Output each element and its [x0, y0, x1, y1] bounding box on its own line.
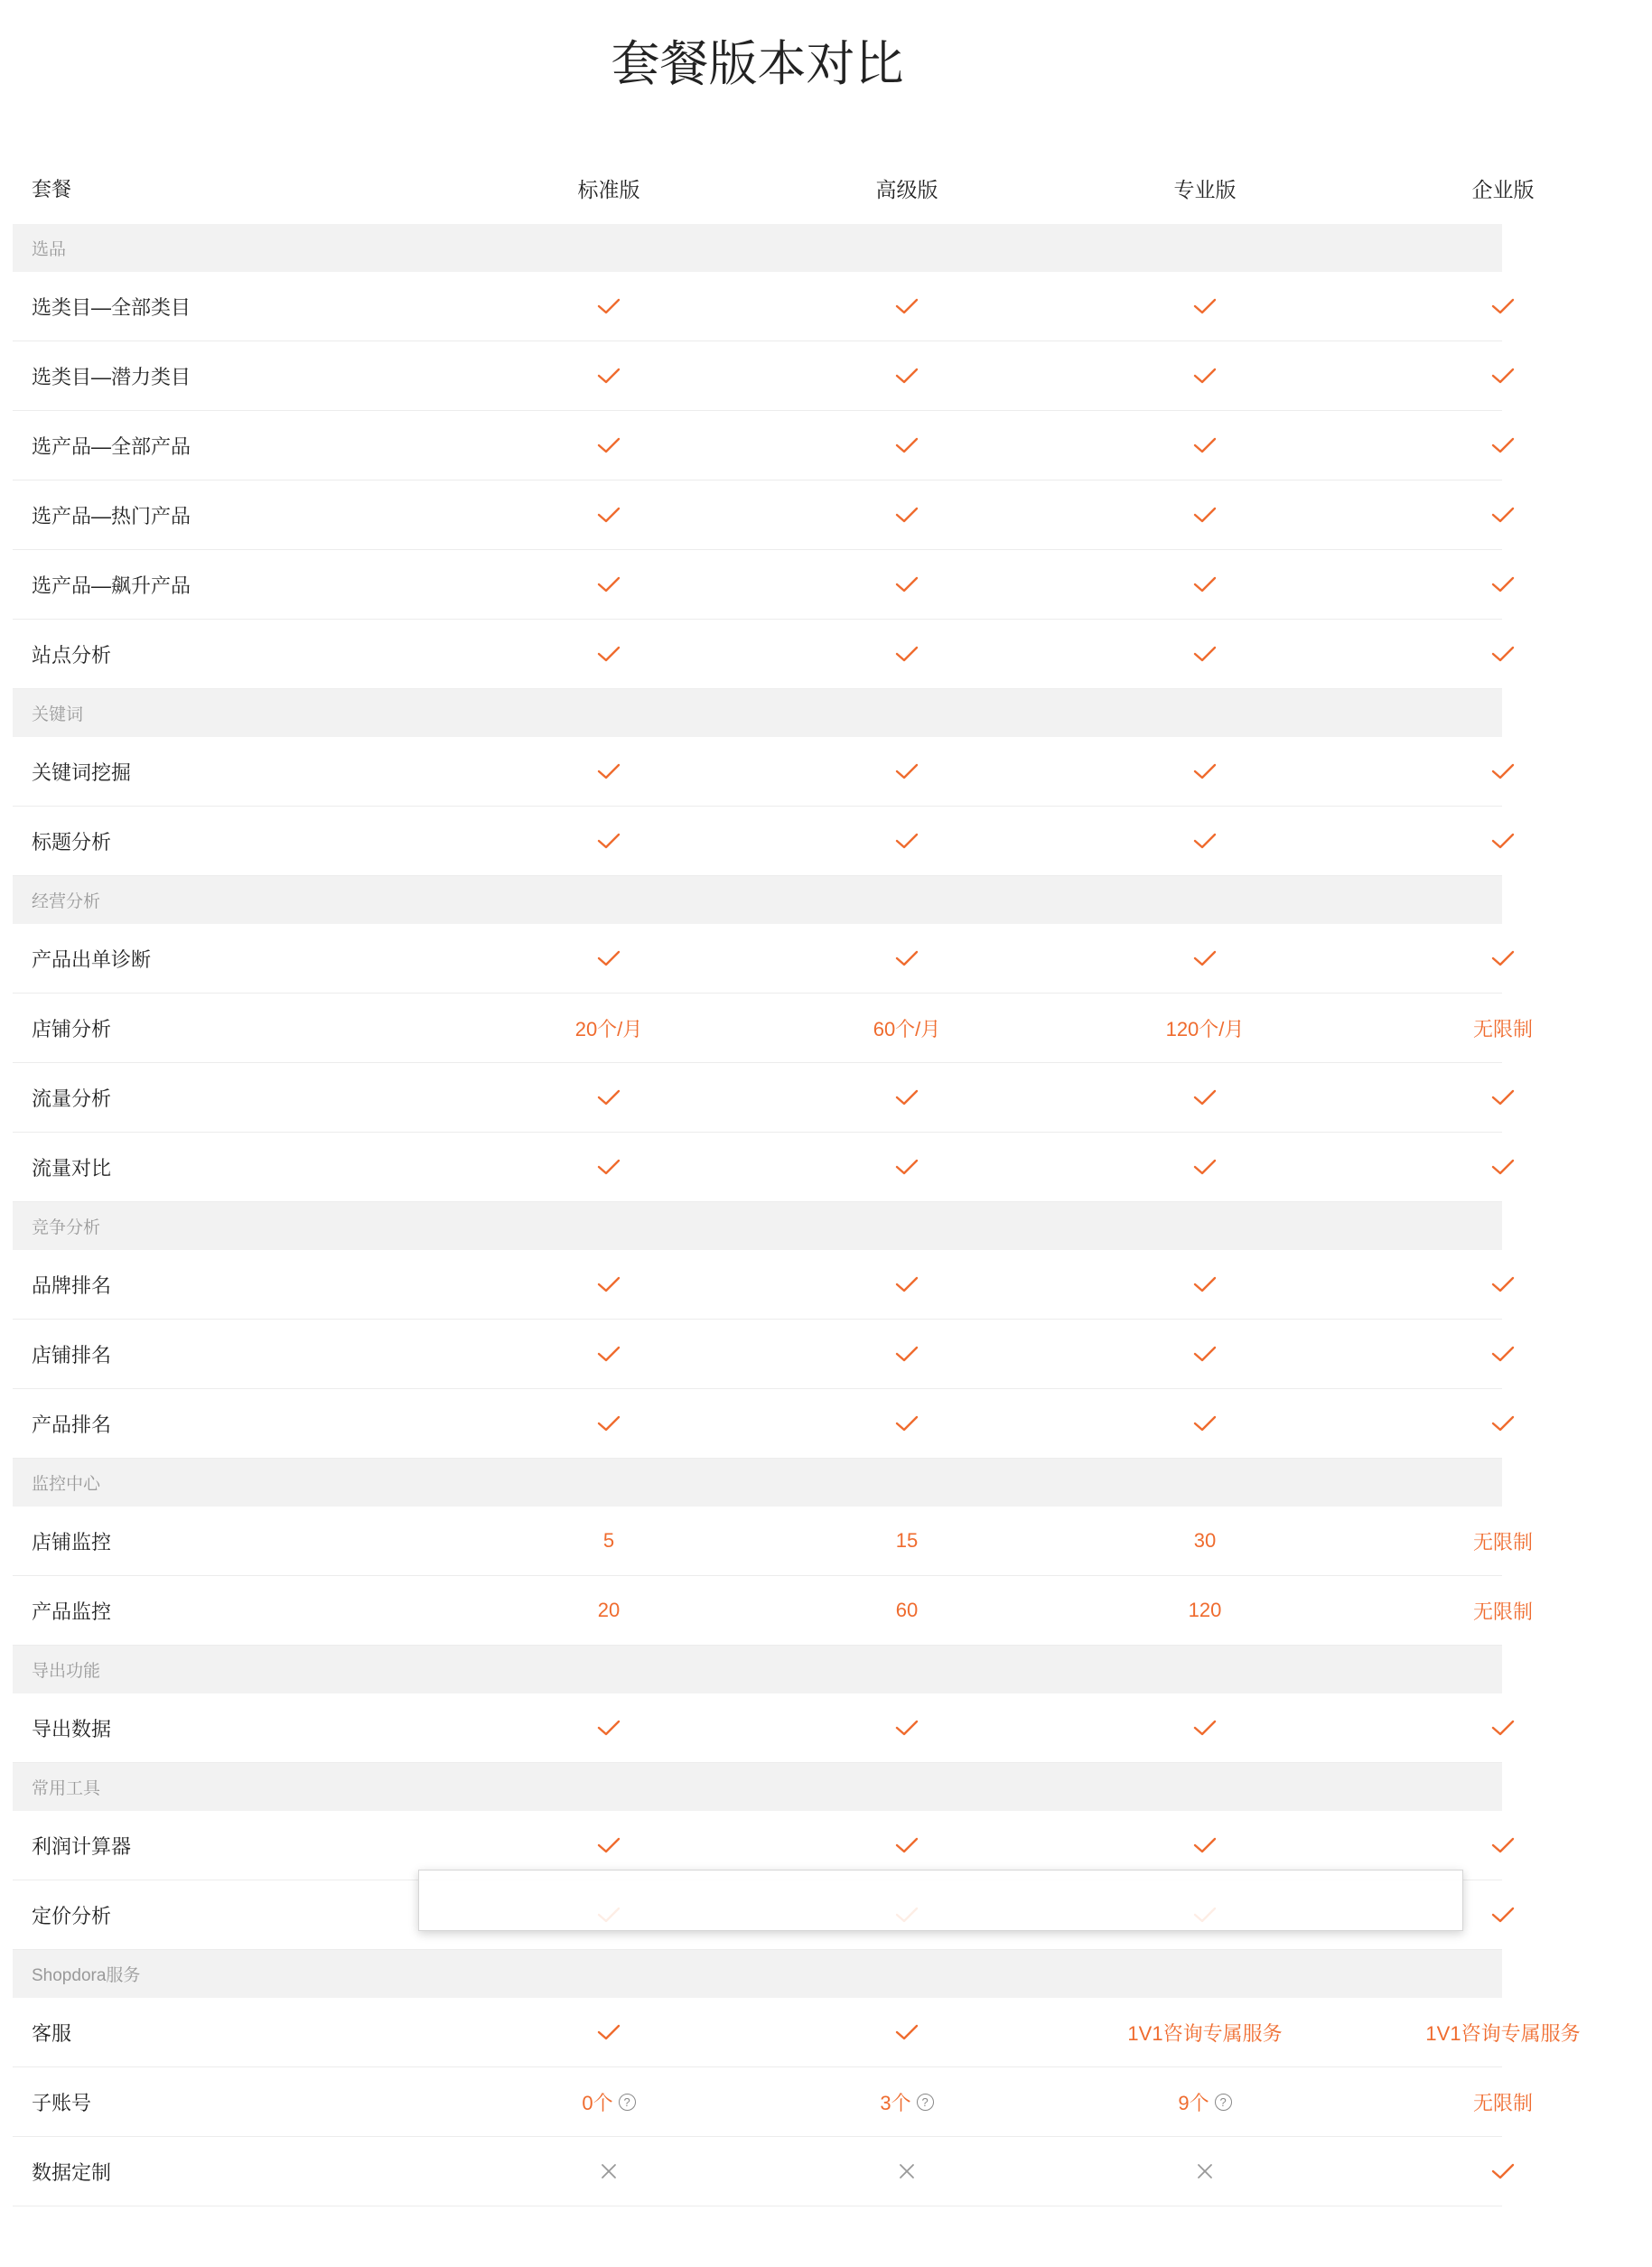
check-icon	[1056, 297, 1354, 315]
plan-value-text: 5	[602, 1529, 615, 1552]
check-icon	[1056, 1345, 1354, 1363]
help-icon[interactable]: ?	[1215, 2094, 1232, 2111]
feature-label: 流量对比	[32, 1156, 112, 1180]
plan-value-text: 0个	[582, 2091, 613, 2114]
check-icon	[758, 832, 1056, 850]
check-icon	[758, 1414, 1056, 1432]
check-icon	[1056, 506, 1354, 524]
feature-label: 品牌排名	[32, 1273, 112, 1297]
plan-value-text: 30	[1193, 1529, 1217, 1552]
table-row	[13, 341, 1502, 411]
plan-value	[460, 1599, 758, 1622]
header-plan-professional: 专业版	[1173, 177, 1237, 201]
feature-label: 子账号	[32, 2091, 92, 2114]
plan-value	[1056, 1014, 1354, 1042]
feature-label: 流量分析	[32, 1087, 112, 1110]
table-row	[13, 1693, 1502, 1763]
plan-value-text: 60个/月	[873, 1017, 941, 1040]
plan-value	[460, 1529, 758, 1553]
check-icon	[758, 506, 1056, 524]
check-icon	[1354, 297, 1652, 315]
cross-icon	[460, 2163, 758, 2179]
feature-label: 数据定制	[32, 2160, 112, 2184]
check-icon	[758, 1719, 1056, 1737]
check-icon	[1354, 645, 1652, 663]
plan-value	[1354, 1014, 1652, 1042]
check-icon	[758, 575, 1056, 593]
table-row	[13, 994, 1533, 1063]
plan-value-text: 20	[597, 1599, 621, 1621]
table-row	[13, 411, 1502, 480]
plan-value-text: 9个	[1178, 2091, 1209, 2114]
feature-label: 选产品—热门产品	[32, 504, 191, 527]
section-header: 监控中心	[13, 1459, 1502, 1507]
check-icon	[1354, 367, 1652, 385]
table-row	[13, 1389, 1502, 1459]
check-icon	[1354, 1836, 1652, 1854]
check-icon	[1056, 762, 1354, 780]
plan-value-text: 60	[895, 1599, 919, 1621]
feature-label: 标题分析	[32, 830, 112, 854]
check-icon	[1056, 575, 1354, 593]
check-icon	[1354, 1414, 1652, 1432]
plan-value	[1354, 1597, 1652, 1625]
check-icon	[758, 1275, 1056, 1293]
plan-value-text: 无限制	[1472, 1600, 1533, 1623]
check-icon	[460, 436, 758, 454]
plan-value	[460, 2088, 758, 2116]
check-icon	[1354, 1345, 1652, 1363]
check-icon	[1056, 367, 1354, 385]
feature-label: 关键词挖掘	[32, 760, 132, 784]
plan-value-text: 1V1咨询专属服务	[1425, 2021, 1581, 2045]
check-icon	[460, 1345, 758, 1363]
check-icon	[758, 436, 1056, 454]
header-plan-advanced: 高级版	[875, 177, 938, 201]
feature-label: 店铺分析	[32, 1017, 112, 1040]
feature-label: 产品监控	[32, 1600, 112, 1623]
section-header: 竞争分析	[13, 1202, 1502, 1250]
plan-value	[758, 1599, 1056, 1622]
header-plan-standard: 标准版	[577, 177, 640, 201]
help-icon[interactable]: ?	[619, 2094, 636, 2111]
check-icon	[460, 762, 758, 780]
help-icon[interactable]: ?	[917, 2094, 934, 2111]
feature-label: 选类目—全部类目	[32, 295, 191, 319]
table-row	[13, 807, 1502, 876]
feature-label: 选产品—全部产品	[32, 434, 191, 458]
check-icon	[460, 367, 758, 385]
check-icon	[1354, 1158, 1652, 1176]
plan-value	[758, 1529, 1056, 1553]
table-row	[13, 1250, 1502, 1320]
check-icon	[1354, 575, 1652, 593]
check-icon	[1056, 1719, 1354, 1737]
check-icon	[758, 949, 1056, 967]
feature-label: 选产品—飙升产品	[32, 574, 191, 597]
check-icon	[460, 1719, 758, 1737]
plan-value-text: 无限制	[1472, 2091, 1533, 2114]
plan-value-text: 120	[1188, 1599, 1222, 1621]
check-icon	[1056, 645, 1354, 663]
check-icon	[460, 1088, 758, 1106]
section-header: 导出功能	[13, 1646, 1502, 1693]
section-header: 常用工具	[13, 1763, 1502, 1811]
cross-icon	[758, 2163, 1056, 2179]
check-icon	[1354, 1275, 1652, 1293]
plan-value-text: 无限制	[1472, 1530, 1533, 1553]
check-icon	[1354, 2162, 1652, 2180]
check-icon	[1056, 1414, 1354, 1432]
feature-label: 店铺排名	[32, 1343, 112, 1367]
check-icon	[460, 1275, 758, 1293]
check-icon	[460, 1414, 758, 1432]
check-icon	[1354, 762, 1652, 780]
check-icon	[1056, 436, 1354, 454]
table-row	[13, 1133, 1502, 1202]
plan-value	[1056, 1529, 1354, 1553]
check-icon	[460, 949, 758, 967]
check-icon	[460, 832, 758, 850]
table-row	[13, 1320, 1502, 1389]
check-icon	[1056, 949, 1354, 967]
plan-value-text: 无限制	[1472, 1017, 1533, 1040]
check-icon	[460, 1836, 758, 1854]
plan-value-text: 120个/月	[1165, 1017, 1245, 1040]
overlay-blank-block	[1349, 1887, 1451, 1910]
page-title: 套餐版本对比	[611, 37, 904, 91]
check-icon	[758, 1345, 1056, 1363]
feature-label: 定价分析	[32, 1904, 112, 1927]
plan-value-text: 20个/月	[574, 1017, 643, 1040]
plan-value	[1056, 2019, 1354, 2047]
feature-label: 产品出单诊断	[32, 947, 152, 971]
plan-value	[460, 1014, 758, 1042]
table-row	[13, 480, 1502, 550]
table-row	[13, 272, 1502, 341]
plan-value	[1056, 2088, 1354, 2116]
feature-label: 店铺监控	[32, 1530, 112, 1553]
table-row	[13, 924, 1502, 994]
plan-value	[1056, 1599, 1354, 1622]
plan-value	[758, 1014, 1056, 1042]
check-icon	[1056, 1275, 1354, 1293]
check-icon	[460, 645, 758, 663]
plan-value	[758, 2088, 1056, 2116]
feature-label: 产品排名	[32, 1413, 112, 1436]
check-icon	[1354, 1088, 1652, 1106]
table-row	[13, 737, 1502, 807]
check-icon	[1056, 1836, 1354, 1854]
check-icon	[758, 762, 1056, 780]
check-icon	[1056, 832, 1354, 850]
check-icon	[1354, 436, 1652, 454]
check-icon	[758, 1158, 1056, 1176]
feature-label: 导出数据	[32, 1717, 112, 1740]
section-header: Shopdora服务	[13, 1950, 1502, 1998]
table-header-row	[13, 152, 1535, 224]
table-row	[13, 2067, 1533, 2137]
check-icon	[460, 297, 758, 315]
table-row	[13, 1507, 1533, 1576]
check-icon	[1354, 832, 1652, 850]
check-icon	[758, 1836, 1056, 1854]
header-label: 套餐	[32, 177, 72, 201]
plan-value-text: 15	[895, 1529, 919, 1552]
check-icon	[758, 2023, 1056, 2041]
feature-label: 利润计算器	[32, 1834, 132, 1858]
plan-value-text: 1V1咨询专属服务	[1127, 2021, 1283, 2045]
table-row	[13, 2137, 1502, 2206]
check-icon	[1056, 1158, 1354, 1176]
floating-overlay-panel	[418, 1870, 1463, 1931]
table-row	[13, 620, 1502, 689]
plan-value	[1354, 1527, 1652, 1555]
cross-icon	[1056, 2163, 1354, 2179]
check-icon	[758, 1088, 1056, 1106]
check-icon	[460, 506, 758, 524]
check-icon	[1056, 1088, 1354, 1106]
check-icon	[1354, 949, 1652, 967]
plan-value	[1354, 2019, 1652, 2047]
overlay-blank-block	[1237, 1887, 1338, 1910]
feature-label: 客服	[32, 2021, 72, 2045]
section-header: 经营分析	[13, 876, 1502, 924]
section-header: 关键词	[13, 689, 1502, 737]
check-icon	[1354, 1719, 1652, 1737]
plan-value	[1354, 2088, 1652, 2116]
check-icon	[758, 297, 1056, 315]
check-icon	[758, 645, 1056, 663]
check-icon	[460, 575, 758, 593]
table-row	[13, 1576, 1533, 1646]
table-row	[13, 550, 1502, 620]
check-icon	[758, 367, 1056, 385]
check-icon	[460, 1158, 758, 1176]
table-row	[13, 1998, 1581, 2067]
header-plan-enterprise: 企业版	[1471, 177, 1535, 201]
table-row	[13, 1063, 1502, 1133]
feature-label: 站点分析	[32, 643, 112, 667]
check-icon	[460, 2023, 758, 2041]
section-header: 选品	[13, 224, 1502, 272]
plan-value-text: 3个	[880, 2091, 911, 2114]
check-icon	[1354, 506, 1652, 524]
overlay-blank-block	[426, 1892, 533, 1916]
feature-label: 选类目—潜力类目	[32, 365, 191, 388]
